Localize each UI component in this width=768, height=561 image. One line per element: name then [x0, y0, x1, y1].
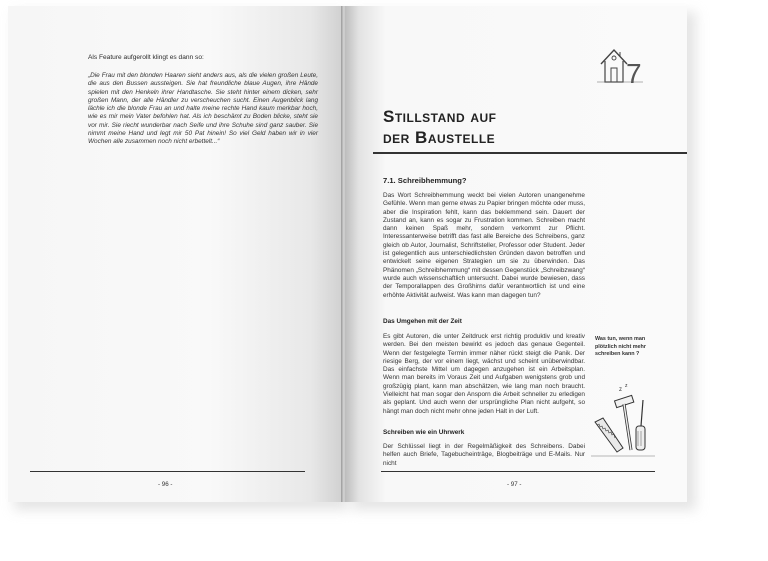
chapter-title — [383, 106, 643, 148]
subheading-clockwork: Schreiben wie ein Uhrwerk — [383, 429, 465, 436]
left-footer-rule — [30, 471, 305, 472]
chapter-title-line2: der Baustelle — [383, 128, 496, 147]
intro-text: Als Feature aufgerollt klingt es dann so: — [88, 54, 204, 61]
left-page-number: - 96 - — [158, 481, 173, 488]
svg-text:z: z — [619, 387, 622, 393]
svg-text:z: z — [625, 383, 628, 389]
paragraph-3: Der Schlüssel liegt in der Regelmäßigkeit des Schreibens. Dabei helfen auch Briefe, Tagebucheinträge, Blogbeiträge und E-Mails. Nur nicht — [383, 443, 585, 467]
left-page — [8, 6, 344, 502]
quote-text: „Die Frau mit den blonden Haaren sieht anders aus, als die vielen großen Leute, die aus den Bussen aussteigen. Sie hat freundliche blaue Augen, ihre Hände spielen mit den Henkeln ihrer Handtasche. Sie steht hinter einem dicken, sehr großen Mann, der alle Händler zu verscheuchen sucht. Einen Augenblick lang lächle ich die blonde Frau an und halte meine rechte Hand kaum merkbar hoch, wie es mir mein Vater befohlen hat. Als ich beschämt zu Boden blicke, steht sie vor mir. Sie riecht wunderbar nach Seife und ihre Schuhe sind ganz sauber. Sie nimmt meine Hand und legt mir 50 Pat hinein! So viel Geld haben wir in vier Wochen alle zusammen noch nicht erbettelt...“ — [88, 72, 318, 146]
tools-illustration — [591, 382, 655, 460]
paragraph-1: Das Wort Schreibhemmung weckt bei vielen Autoren unangenehme Gefühle. Wenn man gerne etwas zu Papier bringen möchte oder muss, aber die Inspiration fehlt, kann das beklemmend sein. Dauert der Zustand an, kann es sogar zu Frustration kommen. Schreiben macht dann keinen Spaß mehr, sondern verkommt zur Pflicht. Interessanterweise betrifft das fast alle Bereiche des Schreibens, ganz gleich ob Autor, Journalist, Schriftsteller, Professor oder Student. Jeder ist gelegentlich aus unterschiedlichsten Gründen davon betroffen und entwickelt seine eigenen Strategien um sie zu überwinden. Das Phänomen „Schreibhemmung“ mit dessen Gegenstück „Schreibzwang“ wurde auch wissenschaftlich untersucht. Dabei wurde bewiesen, dass der Temporallappen des Großhirns dafür verantwortlich ist und eine erhöhte Aktivität aufweist. Was kann man dagegen tun? — [383, 192, 585, 299]
subheading-time: Das Umgehen mit der Zeit — [383, 318, 462, 325]
house-icon — [597, 44, 643, 90]
right-page — [345, 6, 687, 502]
margin-note: Was tun, wenn man plötzlich nicht mehr schreiben kann ? — [595, 336, 646, 358]
right-footer-rule — [381, 471, 655, 472]
chapter-title-line1: Stillstand auf — [383, 107, 497, 126]
paragraph-2: Es gibt Autoren, die unter Zeitdruck erst richtig produktiv und kreativ werden. Bei den meisten bewirkt es jedoch das genaue Gegenteil. Wenn der festgelegte Termin immer näher rückt steigt die Panik. Der riesige Berg, der vor einem liegt, wächst und scheint unüberwindbar. Das einfachste Mittel um dagegen anzugehen ist ein Arbeitsplan. Wenn man bereits im Voraus Zeit und Aufgaben wenigstens grob und großzügig plant, kann man abschätzen, wie lang man noch braucht. Vielleicht hat man sogar den Ansporn die Arbeit schneller zu erledigen als geplant. Und auch wenn der ursprüngliche Plan nicht aufgeht, so hängt man doch nicht mehr ohne jeden Halt in der Luft. — [383, 333, 585, 415]
right-page-number: - 97 - — [507, 481, 522, 488]
chapter-number: 7 — [626, 58, 642, 89]
section-heading: 7.1. Schreibhemmung? — [383, 176, 467, 185]
title-rule — [373, 152, 687, 154]
